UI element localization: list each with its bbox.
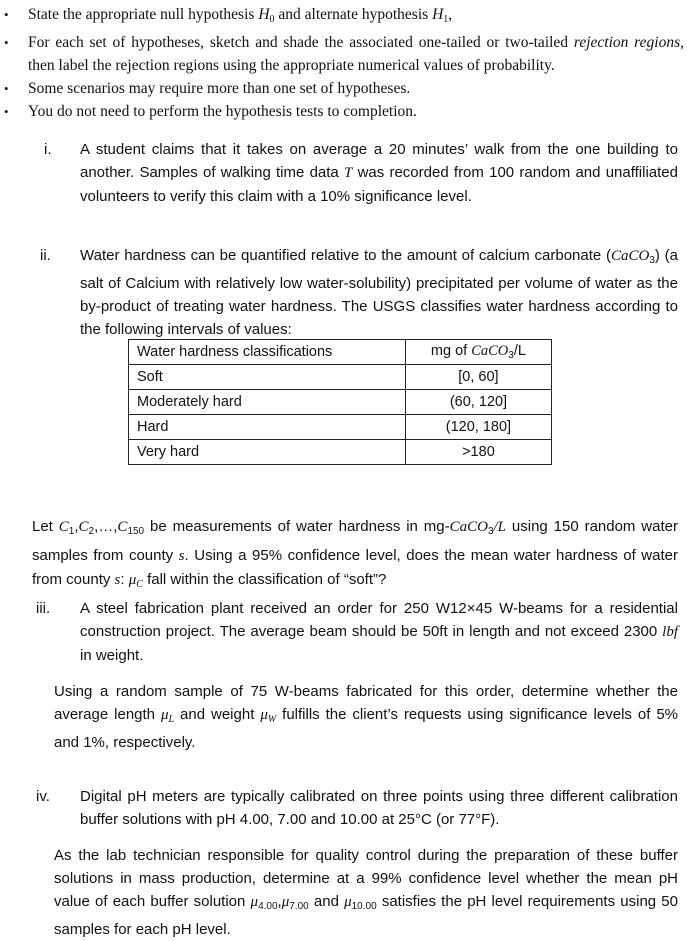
bullet-icon: •	[4, 104, 9, 119]
problem-2-text: Water hardness can be quantified relative to the amount of calcium carbonate (CaCO$_3$) (a salt of Calcium with relatively low water-solubility) precipitated per volume of water as the by-product of treating water hardness. The USGS classifies water hardness according to the following intervals of values:	[80, 247, 678, 338]
bullet-icon: •	[4, 7, 9, 22]
instruction-item	[0, 100, 684, 123]
bullet-icon: •	[4, 81, 9, 96]
instruction-text: Some scenarios may require more than one set of hypotheses.	[28, 80, 411, 97]
table-cell: Moderately hard	[129, 390, 406, 415]
table-row	[129, 440, 552, 465]
table-row	[129, 415, 552, 440]
table-cell: (120, 180]	[405, 415, 551, 440]
table-cell: (60, 120]	[405, 390, 551, 415]
instruction-text: For each set of hypotheses, sketch and shade the associated one-tailed or two-tailed rejection regions, then label the rejection regions using the appropriate numerical values of probability.	[28, 34, 684, 74]
table-header-row	[129, 340, 552, 365]
table-cell: Hard	[129, 415, 406, 440]
table-row	[129, 365, 552, 390]
table-cell: [0, 60]	[405, 365, 551, 390]
instruction-text: You do not need to perform the hypothesis tests to completion.	[28, 103, 417, 120]
problem-number: i.	[44, 141, 52, 158]
hardness-table	[128, 339, 552, 465]
problem-3-text: A steel fabrication plant received an order for 250 W12×45 W-beams for a residential construction project. The average beam should be 50ft in length and not exceed 2300 lbf in weight.	[80, 600, 678, 664]
table-header-cell: mg of CaCO$_3$/L	[405, 340, 551, 365]
table-row	[129, 390, 552, 415]
problem-1-text: A student claims that it takes on average a 20 minutes’ walk from the one building to another. Samples of walking time data T was recorded from 100 random and unaffiliated volunteers to verify this claim with a 10% significance level.	[80, 141, 678, 205]
problem-number: iii.	[36, 600, 51, 617]
table-header-cell: Water hardness classifications	[129, 340, 406, 365]
table-cell: Soft	[129, 365, 406, 390]
instruction-item	[0, 3, 684, 31]
problem-4-text: Digital pH meters are typically calibrated on three points using three different calibration buffer solutions with pH 4.00, 7.00 and 10.00 at 25°C (or 77°F).	[80, 788, 678, 828]
instruction-list	[0, 3, 684, 123]
instruction-item	[0, 77, 684, 100]
problem-4-followup: As the lab technician responsible for quality control during the preparation of these buffer solutions in mass production, determine at a 99% confidence level whether the mean pH value of each buffer solution $\mu_{4.00},\mu_{7.00}$ and $\mu_{10.00}$ satisfies the pH level requirements using 50 samples for each pH level.	[54, 847, 678, 938]
table-cell: Very hard	[129, 440, 406, 465]
problem-3-followup: Using a random sample of 75 W-beams fabricated for this order, determine whether the average length $\mu_L$ and weight $\mu_W$ fulfills the client’s requests using significance levels of 5% and 1%, respectively.	[54, 683, 678, 751]
problem-number: ii.	[40, 247, 51, 264]
instruction-item	[0, 31, 684, 77]
problem-number: iv.	[36, 788, 50, 805]
bullet-icon: •	[4, 35, 9, 50]
table-cell: >180	[405, 440, 551, 465]
instruction-text: State the appropriate null hypothesis H0 and alternate hypothesis H1,	[28, 6, 453, 25]
problem-2-followup: Let $C_1,C_2,\dots,C_{150}$ be measurements of water hardness in mg-CaCO$_3$/L using 150 random water samples from county s. Using a 95% confidence level, does the mean water hardness of water from county s: $\mu_C$ fall within the classification of “soft”?	[32, 518, 678, 590]
